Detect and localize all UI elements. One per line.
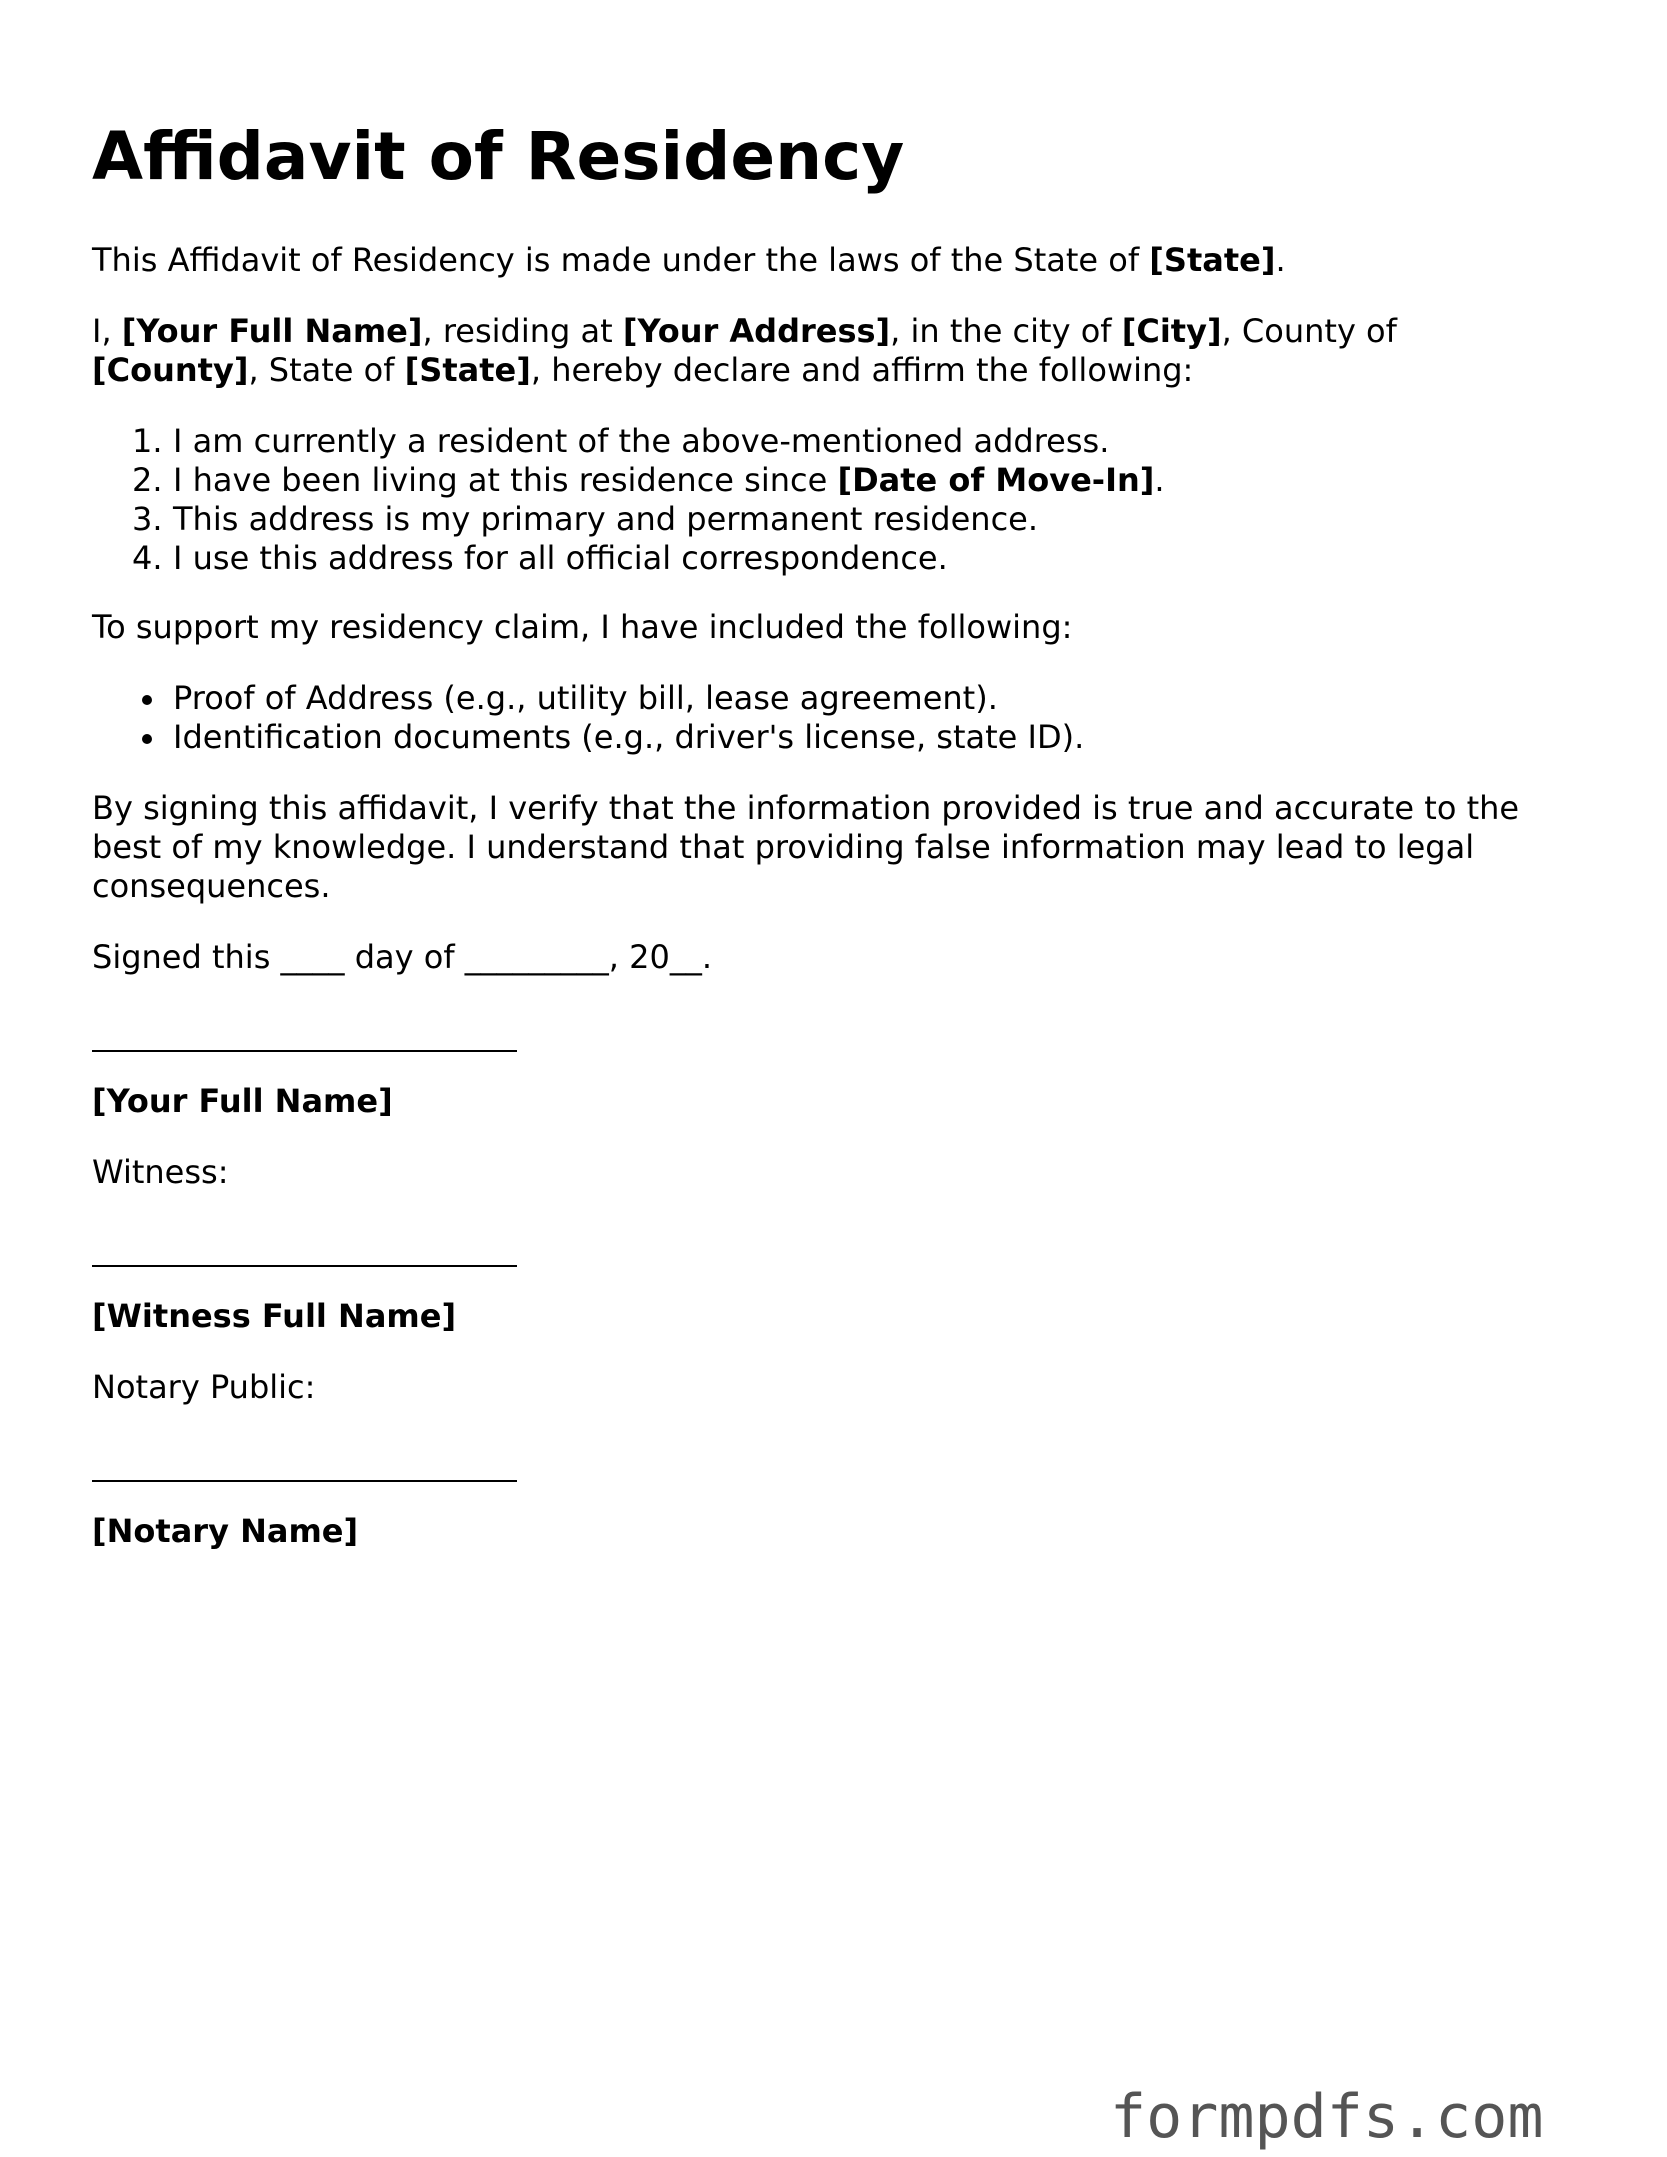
statement-period: . (1154, 461, 1165, 499)
county-placeholder: [County] (92, 351, 249, 389)
declaration-text: I, (92, 312, 122, 350)
bullet-icon (142, 695, 152, 705)
notary-name-text: [Notary Name] (92, 1512, 359, 1550)
declaration-text: , County of (1221, 312, 1397, 350)
address-placeholder: [Your Address] (622, 312, 891, 350)
intro-state-placeholder: [State] (1149, 241, 1276, 279)
declaration-text: , residing at (422, 312, 623, 350)
witness-name-text: [Witness Full Name] (92, 1297, 457, 1335)
affiant-signature-line[interactable] (92, 1050, 517, 1052)
list-item (92, 461, 1165, 500)
list-number: 2. (132, 461, 163, 499)
witness-signature-line[interactable] (92, 1265, 517, 1267)
document-title: Affidavit of Residency (92, 118, 905, 195)
witness-label: Witness: (92, 1153, 229, 1191)
list-item (92, 422, 1165, 461)
watermark: formpdfs.com (1110, 2082, 1544, 2152)
notary-signature-line[interactable] (92, 1480, 517, 1482)
statement-text: I am currently a resident of the above-mentioned address. (173, 422, 1110, 460)
verification-line: consequences. (92, 867, 331, 905)
signed-date-line: Signed this ____ day of _________, 20__. (92, 938, 712, 976)
notary-name (92, 1512, 358, 1551)
list-number: 4. (132, 539, 163, 577)
move-in-date-placeholder: [Date of Move-In] (837, 461, 1155, 499)
support-item-text: Identification documents (e.g., driver's license, state ID). (173, 718, 1085, 756)
intro-text: This Affidavit of Residency is made under the laws of the State of (92, 241, 1150, 279)
state-placeholder: [State] (404, 351, 531, 389)
list-item (92, 679, 1084, 718)
list-number: 1. (132, 422, 163, 460)
bullet-icon (142, 734, 152, 744)
name-placeholder: [Your Full Name] (121, 312, 423, 350)
verification-paragraph (92, 789, 1519, 906)
statements-list (92, 422, 1165, 578)
statement-text: I have been living at this residence since (173, 461, 838, 499)
statement-text: I use this address for all official correspondence. (173, 539, 948, 577)
affiant-name (92, 1082, 393, 1121)
list-item (92, 500, 1165, 539)
statement-text: This address is my primary and permanent residence. (173, 500, 1039, 538)
support-intro: To support my residency claim, I have included the following: (92, 608, 1073, 646)
affiant-name-text: [Your Full Name] (92, 1082, 393, 1120)
list-item (92, 539, 1165, 578)
city-placeholder: [City] (1121, 312, 1222, 350)
witness-name (92, 1297, 456, 1336)
list-number: 3. (132, 500, 163, 538)
verification-line: By signing this affidavit, I verify that the information provided is true and accurate to the (92, 789, 1520, 827)
list-item (92, 718, 1084, 757)
declaration-text: , hereby declare and affirm the following: (530, 351, 1194, 389)
intro-period: . (1275, 241, 1286, 279)
support-list (92, 679, 1084, 757)
verification-line: best of my knowledge. I understand that providing false information may lead to legal (92, 828, 1475, 866)
declaration-text: , State of (248, 351, 405, 389)
support-item-text: Proof of Address (e.g., utility bill, lease agreement). (173, 679, 998, 717)
notary-label: Notary Public: (92, 1368, 316, 1406)
declaration-text: , in the city of (890, 312, 1122, 350)
declaration-paragraph (92, 312, 1397, 390)
intro-paragraph (92, 241, 1286, 280)
